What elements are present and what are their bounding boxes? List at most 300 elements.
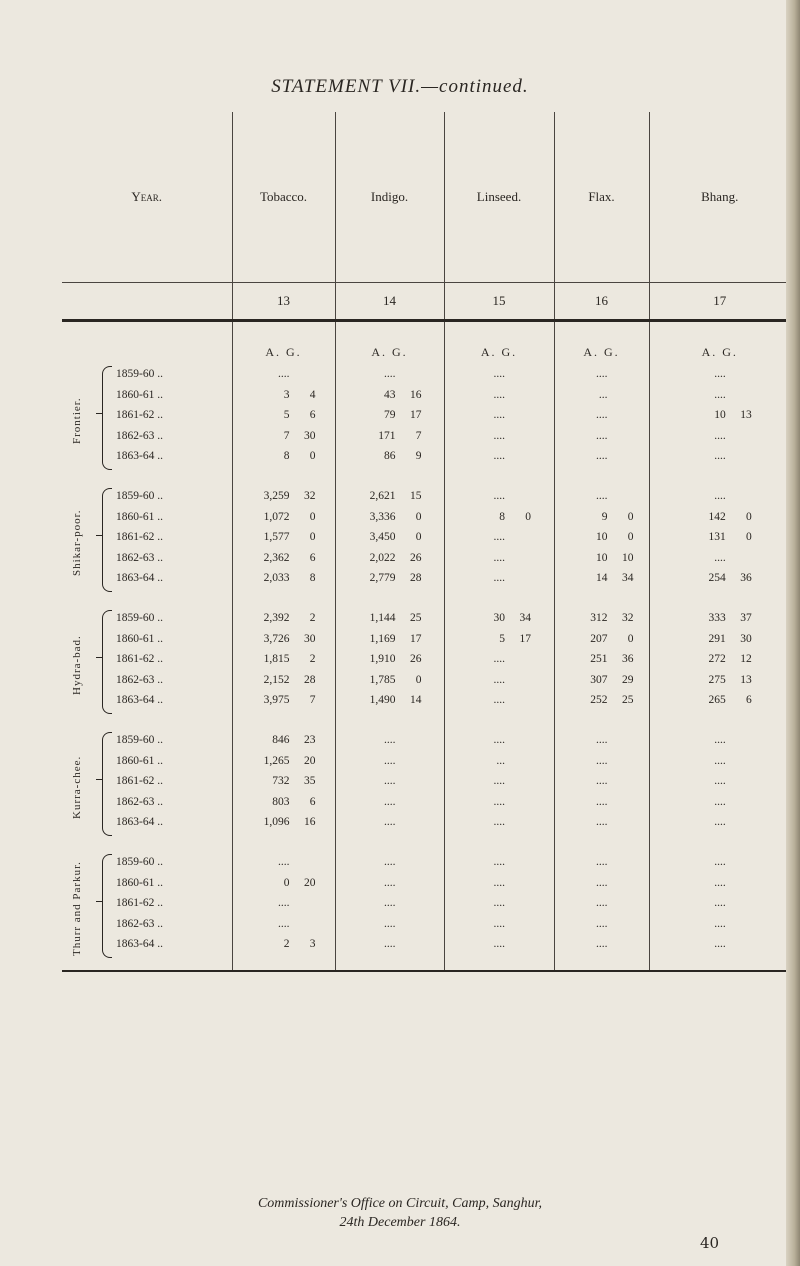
value-line [555,730,649,751]
value-line [650,527,791,548]
column-number: 13 [232,283,335,321]
amount-g: 4 [309,388,316,401]
value-list [336,726,444,833]
amount-a: 10 [596,531,608,543]
amount-g: 17 [519,632,531,645]
year-label: 1860-61 .. [116,876,163,889]
amount-g: 0 [415,510,422,523]
year-label: 1860-61 .. [116,632,163,645]
amount-g: 14 [410,694,422,706]
amount-a: 2,033 [263,572,290,584]
value-line [445,914,554,935]
year-label: 1859-60 .. [116,368,163,380]
amount-a: 2 [283,938,290,950]
value-line [233,629,335,650]
unit-label: A. G. [232,322,335,360]
brace [102,610,112,714]
amount-g: 3 [309,938,316,950]
amount-g: 29 [622,673,634,686]
amount-g: 15 [410,490,422,502]
value-line [650,792,791,813]
column-header: Indigo. [335,112,444,283]
amount-a: .... [714,490,726,502]
amount-a: .... [493,388,505,401]
amount-g: 16 [410,388,422,401]
value-line [555,364,649,385]
year-list [116,730,163,833]
value-line [650,446,791,467]
value-line [233,792,335,813]
value-line [445,548,554,569]
amount-a: 9 [601,510,608,523]
amount-g: 0 [627,632,634,645]
amount-g: 20 [304,754,316,767]
amount-a: .... [493,450,505,462]
amount-a: 86 [384,450,396,462]
amount-a: .... [493,409,505,421]
value-line [445,486,554,507]
amount-a: .... [714,429,726,442]
region-group [62,482,790,604]
amount-a: 1,815 [263,653,290,665]
value-list [233,360,335,467]
column-header: Tobacco. [232,112,335,283]
value-list [445,726,554,833]
amount-a: .... [278,368,290,380]
value-list [233,482,335,589]
value-line [650,649,791,670]
value-line [233,568,335,589]
year-label: 1861-62 .. [116,897,163,909]
amount-a: .... [493,897,505,909]
amount-a: ... [598,388,608,401]
amount-g: 6 [309,795,316,808]
value-line [336,670,444,691]
amount-a: 3,259 [263,490,290,502]
amount-a: 3,726 [263,632,290,645]
amount-g: 34 [519,612,531,624]
column-header: Flax. [554,112,649,283]
amount-g: 0 [525,510,531,523]
amount-g: 6 [309,551,316,564]
amount-a: 1,072 [263,510,290,523]
value-cell [554,848,649,971]
amount-g: 9 [415,450,422,462]
value-line [233,730,335,751]
value-list [233,848,335,955]
amount-a: 207 [590,632,608,645]
amount-a: .... [714,816,726,828]
amount-a: 275 [708,673,726,686]
value-list [336,482,444,589]
value-list [555,482,649,589]
value-line [555,873,649,894]
footer-date: 24th December 1864. [339,1215,461,1230]
value-line [555,690,649,711]
amount-a: 2,392 [263,612,290,624]
amount-a: .... [714,938,726,950]
amount-g: 37 [740,612,752,624]
amount-a: 10 [714,409,726,421]
value-cell [649,482,790,604]
year-label: 1861-62 .. [116,531,163,543]
region-name: Thurr and Parkur. [71,861,84,957]
amount-g: 32 [304,490,316,502]
value-line [233,751,335,772]
amount-a: .... [493,368,505,380]
value-line [650,873,791,894]
amount-a: 131 [708,531,726,543]
amount-a: .... [714,775,726,787]
amount-a: 2,152 [263,673,290,686]
footer-office: Commissioner's Office on Circuit, Camp, Sanghur, [257,1196,543,1211]
value-line [555,446,649,467]
amount-a: .... [493,856,505,868]
amount-g: 0 [309,531,316,543]
value-cell [649,604,790,726]
value-line [445,852,554,873]
year-label: 1859-60 .. [116,612,163,624]
value-line [233,934,335,955]
value-line [445,364,554,385]
value-cell [232,726,335,848]
amount-a: .... [596,795,608,808]
value-cell [444,360,554,482]
unit-label: A. G. [649,322,790,360]
year-label: 1861-62 .. [116,409,163,421]
year-label: 1860-61 .. [116,754,163,767]
value-cell [554,604,649,726]
value-line [445,893,554,914]
region-name: Shikar-poor. [71,509,84,577]
amount-a: 171 [378,429,396,442]
amount-a: 1,096 [263,816,290,828]
region-group [62,604,790,726]
value-line [650,608,791,629]
year-list [116,364,163,467]
value-cell [335,360,444,482]
value-line [555,812,649,833]
amount-a: 251 [590,653,608,665]
column-header: Linseed. [444,112,554,283]
amount-a: 2,621 [369,490,396,502]
value-line [650,507,791,528]
value-line [233,527,335,548]
unit-label: A. G. [554,322,649,360]
region-cell [62,604,232,726]
value-line [650,730,791,751]
value-line [233,486,335,507]
value-line [650,812,791,833]
column-number: 16 [554,283,649,321]
column-number: 14 [335,283,444,321]
amount-a: .... [493,876,505,889]
value-line [233,446,335,467]
value-line [336,405,444,426]
value-list [445,360,554,467]
value-line [445,690,554,711]
blank-cell [62,322,232,360]
amount-g: 26 [410,551,422,564]
amount-g: 2 [309,612,316,624]
amount-g: 34 [622,572,634,584]
brace [102,366,112,470]
amount-g: 6 [309,409,316,421]
amount-a: .... [493,816,505,828]
value-line [233,771,335,792]
value-line [336,690,444,711]
amount-a: 312 [590,612,608,624]
value-line [445,426,554,447]
amount-a: .... [278,856,290,868]
bottom-rule [62,971,790,972]
value-line [233,852,335,873]
amount-a: 1,169 [369,632,396,645]
value-line [650,385,791,406]
value-line [233,548,335,569]
amount-g: 7 [309,694,316,706]
value-line [445,608,554,629]
value-line [445,568,554,589]
amount-g: 0 [309,450,316,462]
amount-a: 3,975 [263,694,290,706]
year-label: 1860-61 .. [116,388,163,401]
amount-a: .... [714,551,726,564]
amount-a: .... [714,876,726,889]
value-line [336,446,444,467]
value-line [233,426,335,447]
amount-g: 36 [622,653,634,665]
page-number: 40 [700,1234,720,1252]
value-line [336,527,444,548]
value-line [336,934,444,955]
amount-a: .... [596,409,608,421]
value-list [445,848,554,955]
unit-row [62,322,790,360]
amount-g: 0 [415,673,422,686]
value-line [336,792,444,813]
amount-a: 1,490 [369,694,396,706]
amount-a: .... [596,897,608,909]
value-list [445,604,554,711]
value-line [555,893,649,914]
year-list [116,486,163,589]
value-cell [335,848,444,971]
footer [0,1194,800,1232]
amount-a: 846 [272,734,290,746]
year-label: 1862-63 .. [116,673,163,686]
amount-a: .... [493,653,505,665]
value-cell [232,482,335,604]
value-list [555,604,649,711]
value-line [233,812,335,833]
value-list [650,848,791,955]
amount-g: 17 [410,632,422,645]
brace [102,488,112,592]
value-cell [335,726,444,848]
value-line [233,405,335,426]
year-list [116,608,163,711]
amount-a: .... [384,876,396,889]
amount-g: 28 [410,572,422,584]
value-line [650,568,791,589]
value-cell [444,848,554,971]
value-line [555,426,649,447]
amount-g: 20 [304,876,316,889]
amount-a: .... [493,551,505,564]
amount-a: .... [596,450,608,462]
value-line [445,405,554,426]
value-cell [554,360,649,482]
amount-a: .... [596,775,608,787]
amount-g: 26 [410,653,422,665]
amount-a: 2,022 [369,551,396,564]
value-line [555,649,649,670]
year-label: 1863-64 .. [116,694,163,706]
value-list [650,482,791,589]
amount-g: 17 [410,409,422,421]
value-line [555,852,649,873]
amount-a: .... [714,388,726,401]
amount-a: .... [384,856,396,868]
value-line [336,914,444,935]
amount-a: 3 [283,388,290,401]
amount-g: 8 [309,572,316,584]
value-line [445,792,554,813]
value-line [233,364,335,385]
amount-a: 8 [499,510,505,523]
amount-a: 254 [708,572,726,584]
year-list [116,852,163,955]
region-group [62,726,790,848]
amount-g: 16 [304,816,316,828]
value-cell [554,482,649,604]
amount-a: .... [596,490,608,502]
amount-a: .... [493,775,505,787]
value-line [336,385,444,406]
value-line [336,812,444,833]
value-line [555,751,649,772]
page-edge [786,0,800,1266]
amount-a: .... [384,734,396,746]
column-header: Bhang. [649,112,790,283]
blank-cell [62,283,232,321]
value-line [650,629,791,650]
value-line [555,507,649,528]
amount-g: 25 [410,612,422,624]
value-line [336,486,444,507]
value-list [233,726,335,833]
value-line [445,385,554,406]
value-cell [335,604,444,726]
unit-label: A. G. [444,322,554,360]
year-label: 1861-62 .. [116,653,163,665]
value-list [336,360,444,467]
value-line [233,914,335,935]
amount-g: 0 [746,531,752,543]
amount-a: .... [714,368,726,380]
value-list [445,482,554,589]
value-line [445,751,554,772]
amount-a: .... [596,876,608,889]
value-line [555,405,649,426]
value-line [233,873,335,894]
value-line [445,873,554,894]
year-label: 1863-64 .. [116,938,163,950]
amount-g: 23 [304,734,316,746]
year-label: 1859-60 .. [116,490,163,502]
column-number: 17 [649,283,790,321]
amount-a: .... [384,795,396,808]
value-list [650,604,791,711]
value-cell [335,482,444,604]
amount-a: .... [596,754,608,767]
amount-a: 2,362 [263,551,290,564]
amount-a: 1,144 [369,612,396,624]
value-line [445,527,554,548]
amount-a: 265 [708,694,726,706]
brace [102,732,112,836]
year-label: 1860-61 .. [116,510,163,523]
amount-a: 8 [283,450,290,462]
value-line [650,934,791,955]
amount-a: 803 [272,795,290,808]
amount-a: 5 [283,409,290,421]
amount-a: .... [384,897,396,909]
value-line [445,649,554,670]
amount-a: 5 [499,632,505,645]
value-line [336,730,444,751]
value-line [336,608,444,629]
amount-a: 307 [590,673,608,686]
unit-label: A. G. [335,322,444,360]
value-line [233,385,335,406]
year-label: 1861-62 .. [116,775,163,787]
amount-a: 7 [283,429,290,442]
amount-g: 13 [740,673,752,686]
value-line [336,364,444,385]
amount-a: 272 [708,653,726,665]
value-line [445,670,554,691]
value-line [445,446,554,467]
value-line [650,364,791,385]
amount-a: 43 [384,388,396,401]
amount-a: .... [714,795,726,808]
value-line [650,486,791,507]
value-cell [444,604,554,726]
amount-a: .... [384,754,396,767]
amount-a: .... [493,490,505,502]
value-line [650,771,791,792]
amount-a: .... [384,368,396,380]
year-label: 1863-64 .. [116,572,163,584]
value-line [555,568,649,589]
year-label: 1862-63 .. [116,917,163,930]
amount-a: .... [278,897,290,909]
amount-g: 35 [304,775,316,787]
amount-a: 1,265 [263,754,290,767]
value-cell [444,482,554,604]
region-cell [62,360,232,482]
column-number-row [62,283,790,321]
value-line [336,852,444,873]
amount-a: .... [714,734,726,746]
amount-a: 30 [493,612,505,624]
value-line [555,548,649,569]
value-line [233,670,335,691]
region-name: Frontier. [71,397,84,445]
value-list [336,848,444,955]
